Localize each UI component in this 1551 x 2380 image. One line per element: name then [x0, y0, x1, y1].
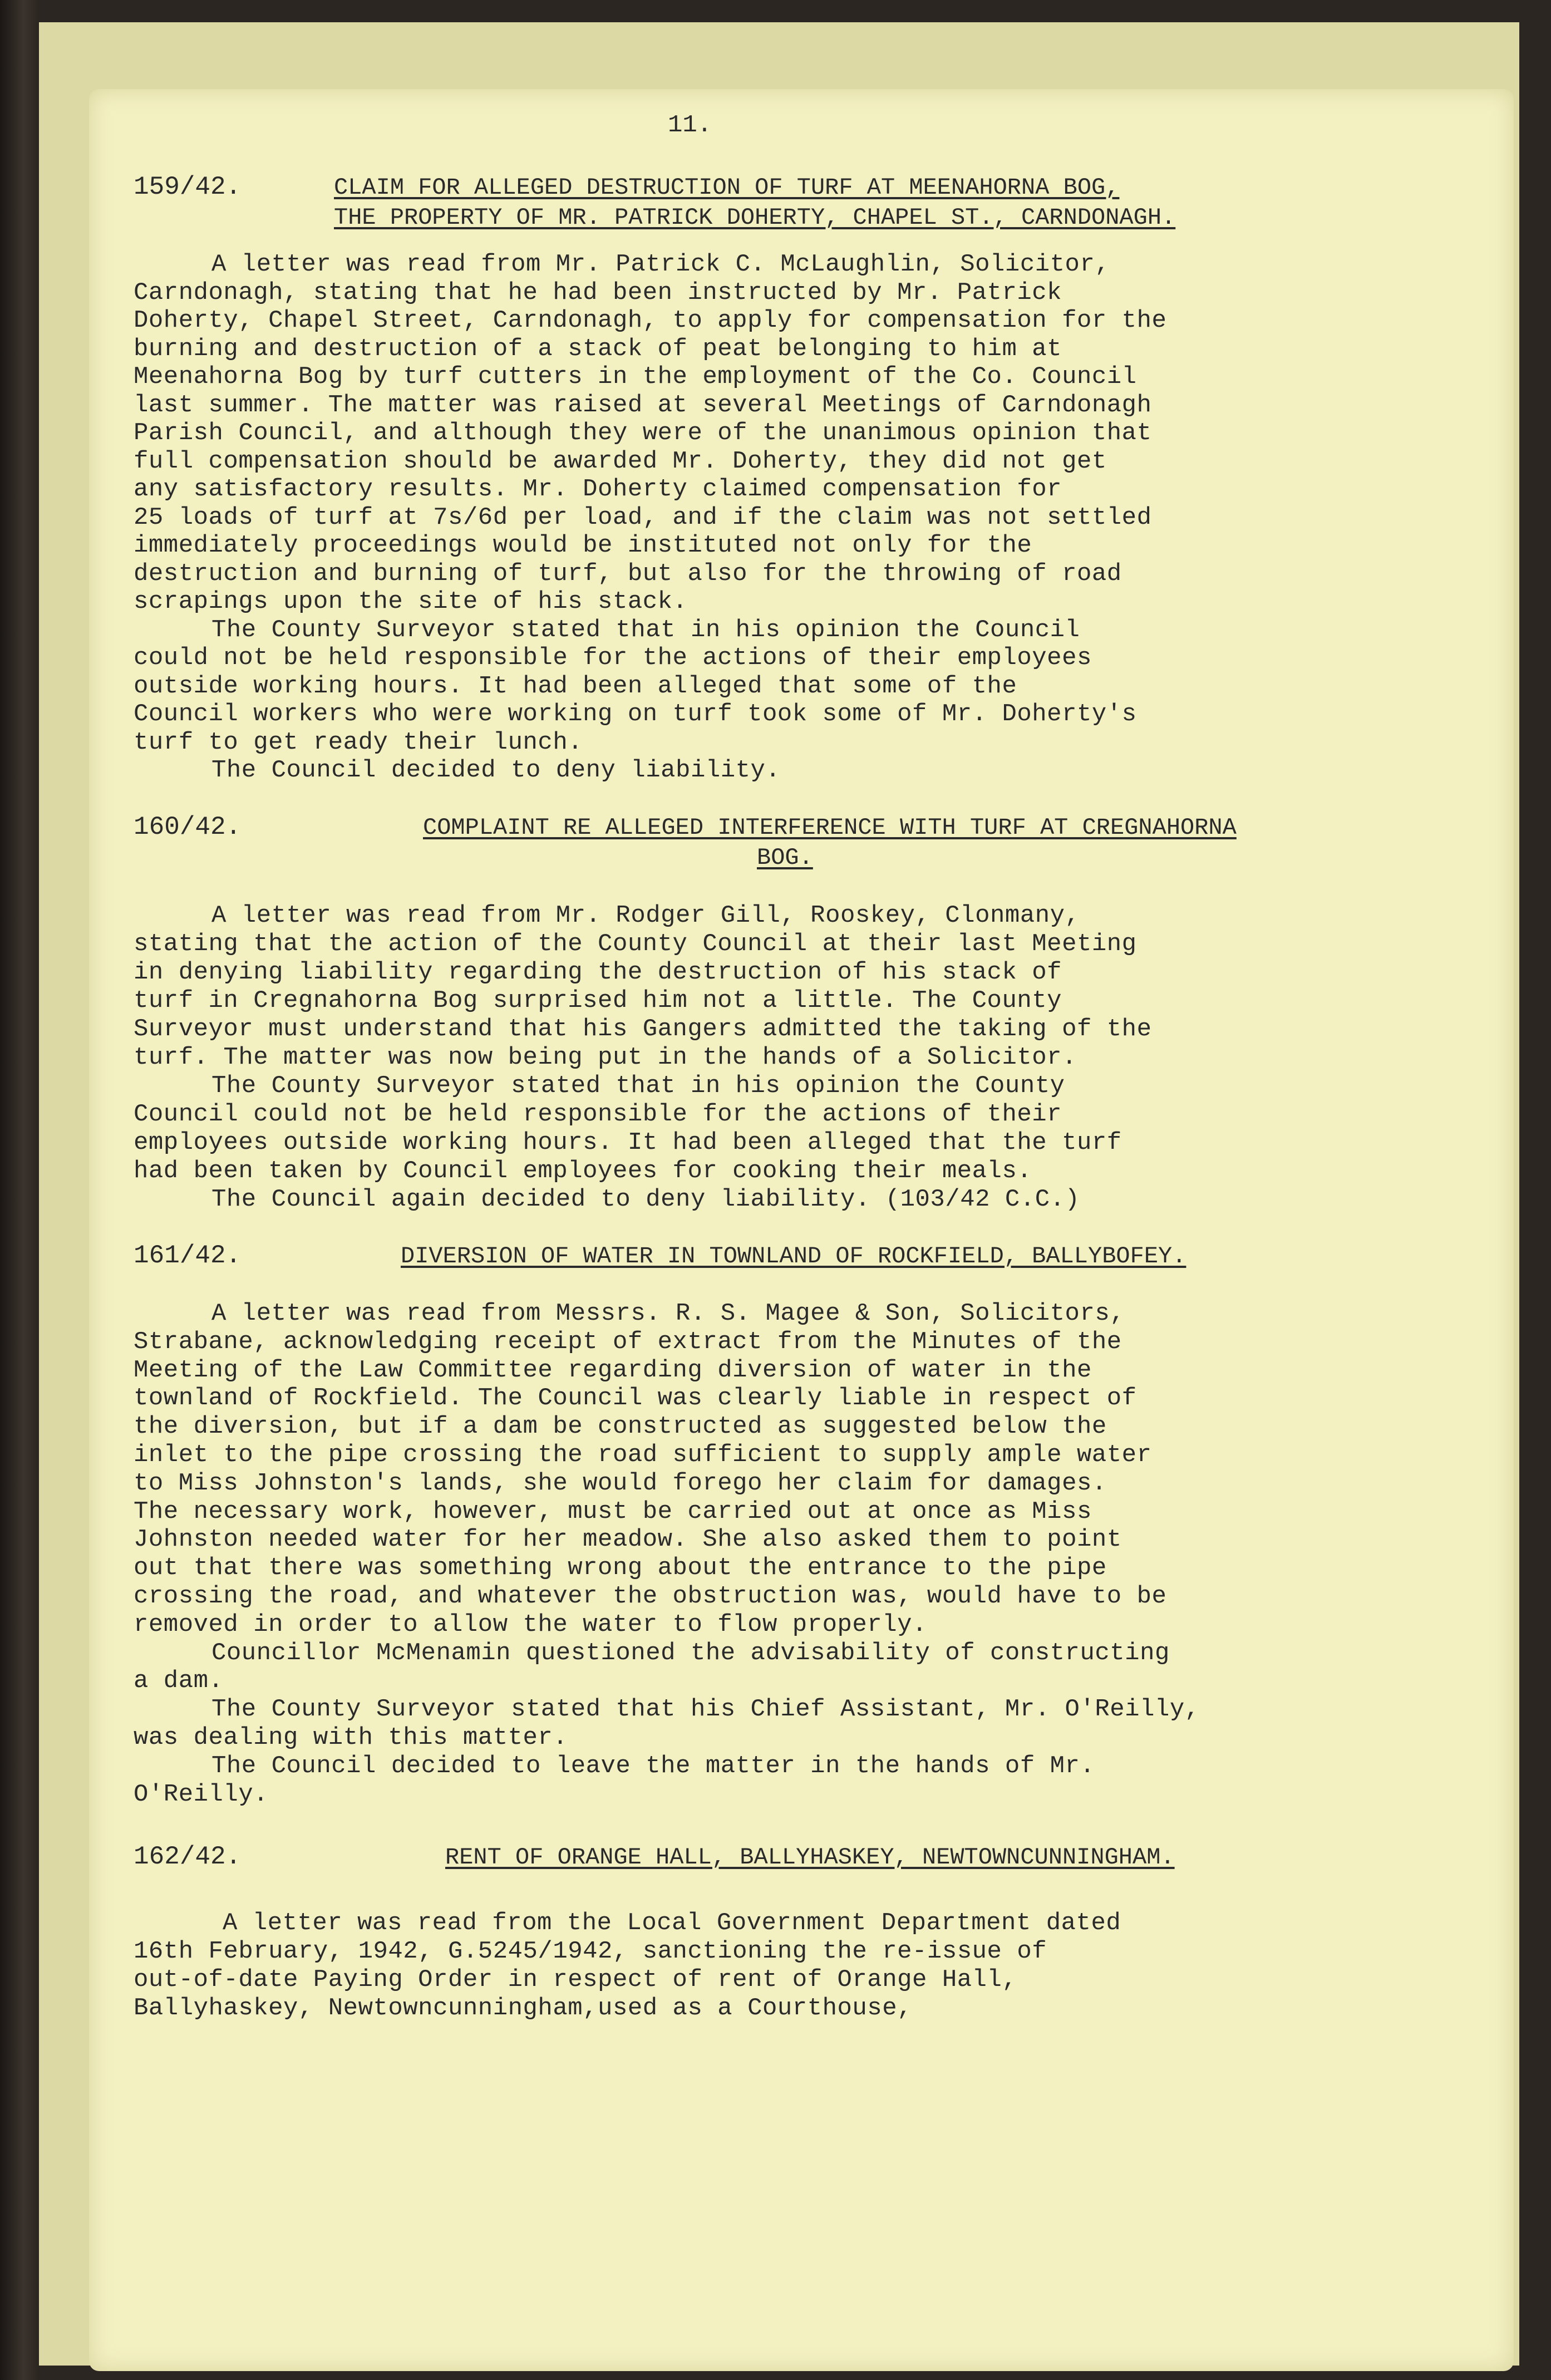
body-text-line: inlet to the pipe crossing the road sufficient to supply ample water [134, 1441, 1152, 1469]
body-text-line: A letter was read from Mr. Patrick C. McLaughlin, Solicitor, [211, 250, 1110, 278]
body-text-line: Doherty, Chapel Street, Carndonagh, to apply for compensation for the [134, 307, 1167, 335]
body-text-line: 25 loads of turf at 7s/6d per load, and if the claim was not settled [134, 503, 1152, 532]
body-text-line: employees outside working hours. It had been alleged that the turf [134, 1129, 1122, 1157]
book-binding [0, 0, 39, 2380]
body-text-line: stating that the action of the County Council at their last Meeting [134, 930, 1137, 958]
page-number: 11. [668, 111, 712, 139]
body-text-line: out-of-date Paying Order in respect of rent of Orange Hall, [134, 1966, 1017, 1994]
body-text-line: The necessary work, however, must be carried out at once as Miss [134, 1497, 1092, 1526]
section-heading [445, 1842, 1175, 1872]
heading-line: COMPLAINT RE ALLEGED INTERFERENCE WITH TURF AT CREGNAHORNA [423, 814, 1237, 841]
body-text-line: A letter was read from Mr. Rodger Gill, Rooskey, Clonmany, [211, 902, 1080, 930]
body-text-line: The Council again decided to deny liability. (103/42 C.C.) [211, 1186, 1080, 1213]
body-text-line: to Miss Johnston's lands, she would forego her claim for damages. [134, 1469, 1107, 1497]
body-text-line: scrapings upon the site of his stack. [134, 588, 688, 616]
minute-number: 161/42. [134, 1241, 242, 1270]
body-text-line: townland of Rockfield. The Council was clearly liable in respect of [134, 1384, 1137, 1413]
body-text-line: turf. The matter was now being put in the hands of a Solicitor. [134, 1044, 1077, 1071]
minute-number: 159/42. [134, 173, 242, 201]
body-text-line: O'Reilly. [134, 1780, 269, 1808]
body-text-line: crossing the road, and whatever the obstruction was, would have to be [134, 1582, 1167, 1610]
body-text-line: any satisfactory results. Mr. Doherty claimed compensation for [134, 475, 1062, 503]
section-heading [423, 813, 1237, 873]
heading-line: DIVERSION OF WATER IN TOWNLAND OF ROCKFIELD, BALLYBOFEY. [401, 1243, 1186, 1270]
body-text-line: Meenahorna Bog by turf cutters in the employment of the Co. Council [134, 363, 1137, 391]
body-text-line: The County Surveyor stated that his Chief Assistant, Mr. O'Reilly, [211, 1695, 1200, 1724]
body-text-line: The Council decided to leave the matter in the hands of Mr. [211, 1752, 1095, 1780]
body-text-line: turf to get ready their lunch. [134, 728, 583, 756]
body-text-line: The County Surveyor stated that in his opinion the County [211, 1072, 1065, 1100]
minute-number: 162/42. [134, 1842, 242, 1871]
document-page [89, 89, 1514, 2371]
body-text-line: outside working hours. It had been alleged that some of the [134, 672, 1017, 700]
body-text-line: Council workers who were working on turf took some of Mr. Doherty's [134, 700, 1137, 728]
body-text-line: Council could not be held responsible for the actions of their [134, 1100, 1062, 1128]
body-text-line: out that there was something wrong about the entrance to the pipe [134, 1554, 1107, 1582]
heading-line: CLAIM FOR ALLEGED DESTRUCTION OF TURF AT MEENAHORNA BOG, [334, 174, 1120, 201]
body-text-line: Meeting of the Law Committee regarding diversion of water in the [134, 1356, 1092, 1384]
body-text-line: in denying liability regarding the destruction of his stack of [134, 958, 1062, 986]
body-text-line: last summer. The matter was raised at several Meetings of Carndonagh [134, 391, 1152, 419]
body-text-line: a dam. [134, 1667, 224, 1695]
body-text-line: The Council decided to deny liability. [211, 756, 781, 784]
body-text-line: A letter was read from the Local Government Department dated [223, 1909, 1121, 1937]
body-text-line: burning and destruction of a stack of peat belonging to him at [134, 335, 1062, 363]
body-text-line: Johnston needed water for her meadow. She also asked them to point [134, 1526, 1122, 1554]
body-text-line: had been taken by Council employees for cooking their meals. [134, 1157, 1032, 1185]
body-text-line: A letter was read from Messrs. R. S. Magee & Son, Solicitors, [211, 1300, 1125, 1327]
body-text-line: full compensation should be awarded Mr. Doherty, they did not get [134, 447, 1107, 475]
body-text-line: Ballyhaskey, Newtowncunningham,used as a Courthouse, [134, 1994, 913, 2022]
section-heading [401, 1241, 1186, 1271]
body-text-line: was dealing with this matter. [134, 1724, 568, 1752]
heading-line: RENT OF ORANGE HALL, BALLYHASKEY, NEWTOWNCUNNINGHAM. [445, 1844, 1175, 1871]
heading-line: THE PROPERTY OF MR. PATRICK DOHERTY, CHAPEL ST., CARNDONAGH. [334, 204, 1176, 231]
body-text-line: The County Surveyor stated that in his opinion the Council [211, 616, 1080, 644]
body-text-line: removed in order to allow the water to flow properly. [134, 1610, 927, 1639]
heading-line: BOG. [757, 844, 813, 871]
minutes-content [89, 89, 1514, 2371]
body-text-line: destruction and burning of turf, but also for the throwing of road [134, 559, 1122, 588]
body-text-line: Strabane, acknowledging receipt of extract from the Minutes of the [134, 1327, 1122, 1356]
body-text-line: immediately proceedings would be instituted not only for the [134, 532, 1032, 559]
body-text-line: could not be held responsible for the actions of their employees [134, 644, 1092, 672]
body-text-line: 16th February, 1942, G.5245/1942, sanctioning the re-issue of [134, 1938, 1047, 1965]
body-text-line: turf in Cregnahorna Bog surprised him not a little. The County [134, 987, 1062, 1015]
minute-number: 160/42. [134, 813, 242, 842]
section-heading [334, 173, 1175, 233]
body-text-line: Carndonagh, stating that he had been instructed by Mr. Patrick [134, 278, 1062, 307]
body-text-line: Surveyor must understand that his Gangers admitted the taking of the [134, 1015, 1152, 1043]
body-text-line: the diversion, but if a dam be constructed as suggested below the [134, 1413, 1107, 1441]
body-text-line: Councillor McMenamin questioned the advisability of constructing [211, 1639, 1170, 1667]
body-text-line: Parish Council, and although they were of the unanimous opinion that [134, 419, 1152, 447]
